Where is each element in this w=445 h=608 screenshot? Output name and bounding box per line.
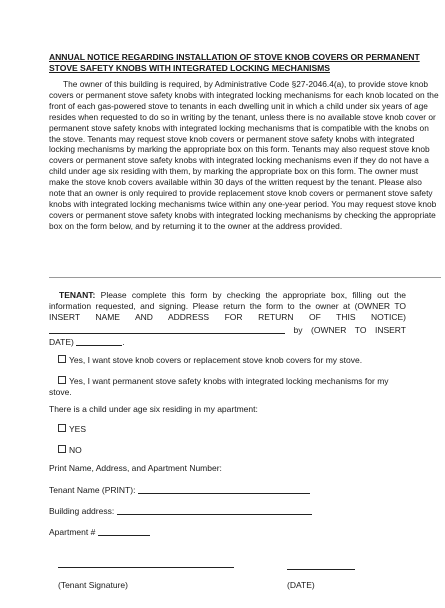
return-deadline-blank[interactable]: [49, 324, 285, 334]
apartment-row: [49, 526, 150, 538]
instructions-text-2: by (OWNER TO INSERT DATE): [49, 324, 406, 347]
tenant-signature-line[interactable]: [58, 567, 234, 568]
child-question: There is a child under age six residing in my apartment:: [49, 404, 258, 414]
signature-date-line[interactable]: [287, 569, 355, 570]
option-covers-checkbox[interactable]: [58, 355, 66, 363]
option-covers-row: [58, 355, 362, 366]
signature-caption: (Tenant Signature): [58, 580, 128, 590]
tenant-instructions: [49, 290, 406, 348]
instructions-text-3: .: [122, 336, 125, 347]
option-permanent-checkbox[interactable]: [58, 376, 66, 384]
option-covers-label: Yes, I want stove knob covers or replacement stove knob covers for my stove.: [69, 355, 363, 365]
notice-intro-paragraph: The owner of this building is required, by Administrative Code §27-2046.4(a), to provide stove knob covers or permanent stove safety knobs with integrated locking mechanisms for each knob located on the front of each gas-powered stove to tenants in each dwelling unit in which a child under six years of age resides when requested to do so in writing by the tenant, unless there is no available stove knob cover or permanent stove safety knobs with integrated locking mechanisms that is compatible with the knobs on the stove. Tenants may request stove knob covers or permanent stove safety knobs with integrated locking mechanisms by marking the appropriate box on this form. Tenants may also request stove knob covers or permanent stove safety knobs with integrated locking mechanisms even if they do not have a child under age six residing with them, by marking the appropriate box on this form. The owner must make the stove knob covers available within 30 days of the written request by the tenant. Please also note that an owner is only required to provide replacement stove knob covers or permanent stove safety knobs with integrated locking mechanisms twice within any one-year period. You may request stove knob covers or permanent stove safety knobs with integrated locking mechanisms by checking the appropriate box on the form below, and by returning it to the owner at the address provided.: [49, 79, 439, 231]
building-address-label: Building address:: [49, 506, 115, 516]
instructions-text-1: Please complete this form by checking the appropriate box, filling out the information requested, and signing. Please return the form to the owner at (OWNER TO INSERT NAME AND ADDRESS FOR RETURN OF THIS NOTICE): [49, 290, 406, 323]
notice-title: ANNUAL NOTICE REGARDING INSTALLATION OF STOVE KNOB COVERS OR PERMANENT STOVE SAFETY KNOBS WITH INTEGRATED LOCKING MECHANISMS: [49, 52, 420, 73]
answer-yes-checkbox[interactable]: [58, 424, 66, 432]
building-address-field[interactable]: [117, 505, 312, 515]
option-permanent-row-cont: stove.: [49, 387, 72, 397]
apartment-label: Apartment #: [49, 527, 96, 537]
tenant-name-row: [49, 484, 310, 496]
tenant-label: TENANT:: [59, 290, 96, 300]
answer-yes-row: [58, 424, 86, 435]
option-permanent-row: [58, 376, 389, 387]
option-permanent-label: Yes, I want permanent stove safety knobs with integrated locking mechanisms for my: [69, 376, 389, 386]
answer-no-row: [58, 445, 82, 456]
apartment-field[interactable]: [98, 526, 150, 536]
owner-date-blank[interactable]: [76, 336, 125, 347]
section-divider: [49, 277, 441, 278]
building-address-row: [49, 505, 312, 517]
answer-no-checkbox[interactable]: [58, 445, 66, 453]
tenant-name-label: Tenant Name (PRINT):: [49, 485, 136, 495]
print-instruction: Print Name, Address, and Apartment Number:: [49, 463, 222, 473]
date-caption: (DATE): [287, 580, 315, 590]
answer-no-label: NO: [69, 445, 82, 455]
tenant-name-field[interactable]: [138, 484, 310, 494]
answer-yes-label: YES: [69, 424, 87, 434]
